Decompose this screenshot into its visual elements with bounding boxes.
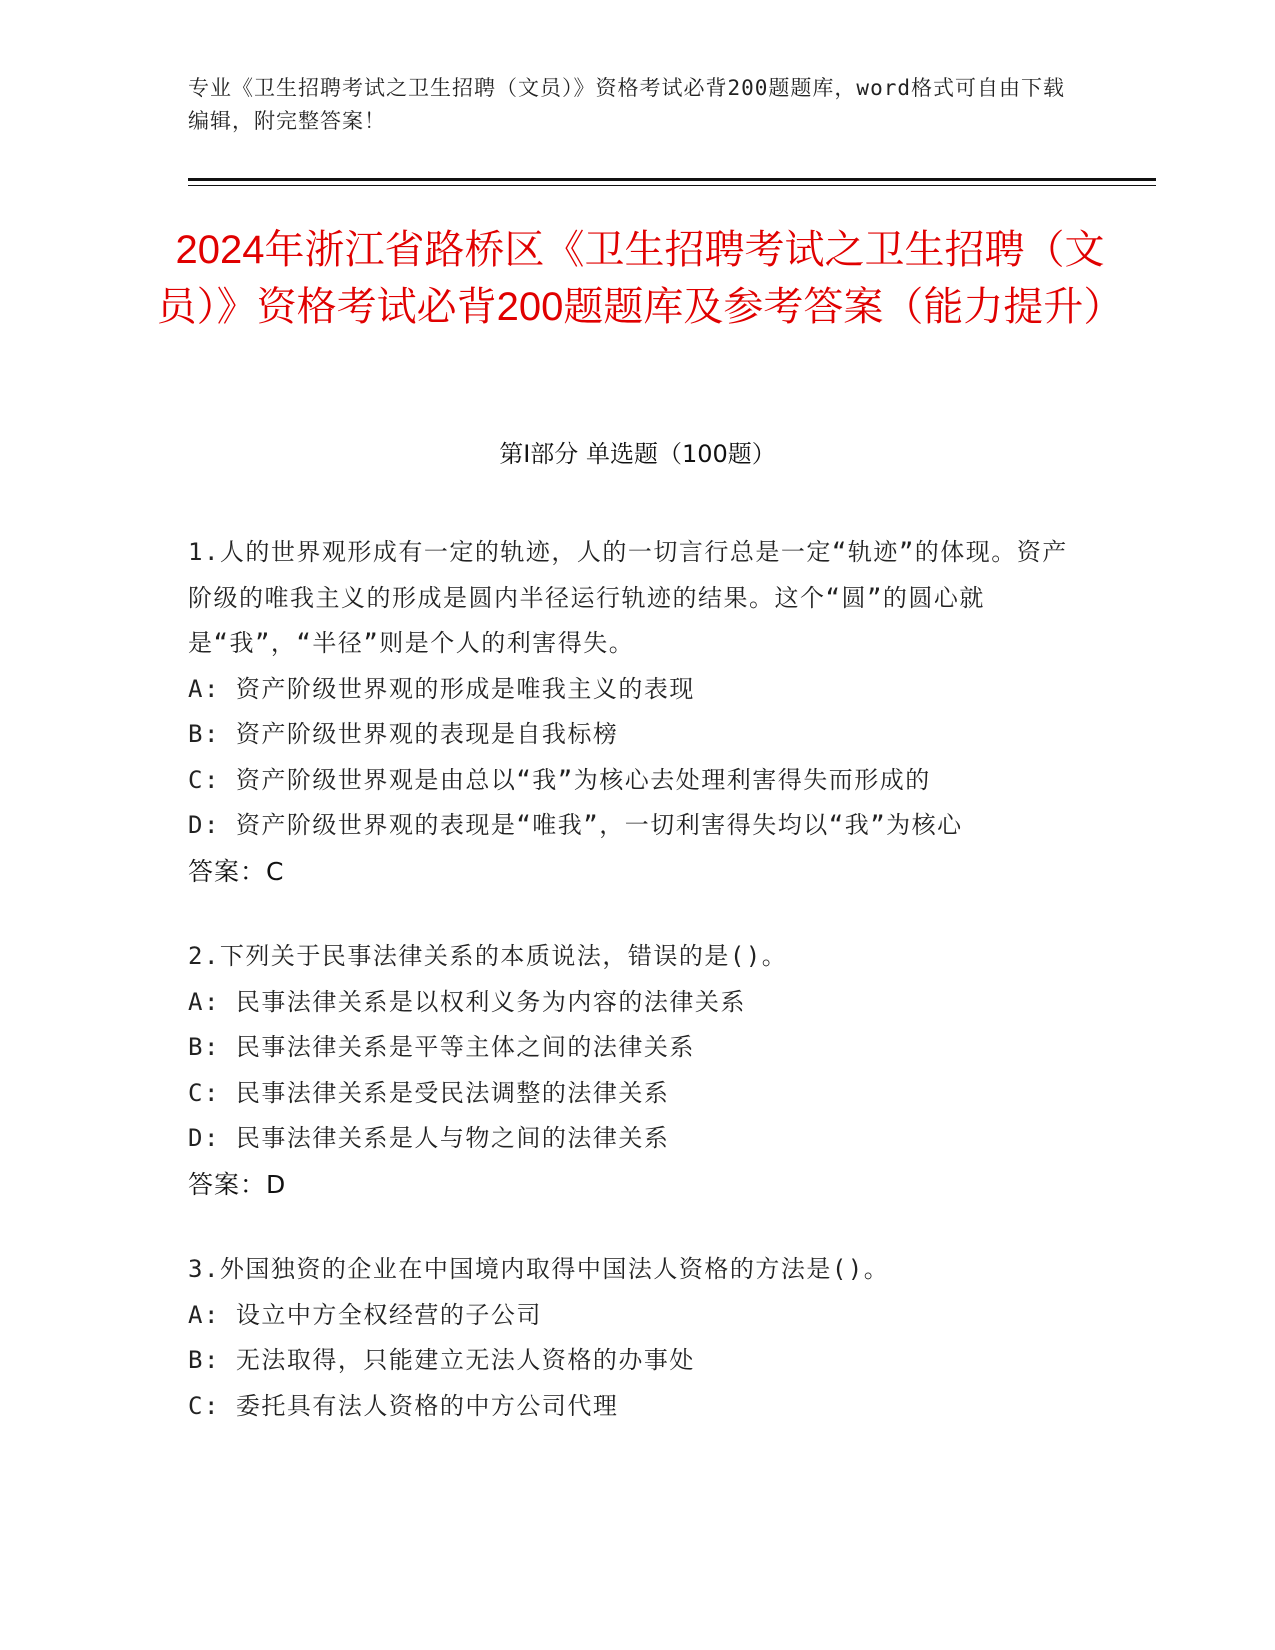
option-d: D: 资产阶级世界观的表现是“唯我”，一切利害得失均以“我”为核心 bbox=[188, 811, 963, 839]
header-divider-thick bbox=[188, 178, 1156, 181]
option-b: B: 民事法律关系是平等主体之间的法律关系 bbox=[188, 1033, 695, 1061]
answer-label: 答案： bbox=[188, 1169, 267, 1199]
option-c: C: 民事法律关系是受民法调整的法律关系 bbox=[188, 1078, 670, 1107]
answer-line bbox=[188, 849, 1088, 895]
question-2 bbox=[188, 934, 1088, 1207]
document-title: 2024年浙江省路桥区《卫生招聘考试之卫生招聘（文员）》资格考试必背200题题库及参考答案（能力提升） bbox=[156, 228, 1124, 329]
answer-value: D bbox=[266, 1169, 286, 1199]
option-d: D: 民事法律关系是人与物之间的法律关系 bbox=[188, 1124, 670, 1152]
question-list bbox=[188, 530, 1088, 1469]
option-c: C: 资产阶级世界观是由总以“我”为核心去处理利害得失而形成的 bbox=[188, 765, 931, 794]
option-a: A: 资产阶级世界观的形成是唯我主义的表现 bbox=[188, 674, 695, 703]
question-3 bbox=[188, 1247, 1088, 1429]
answer-value: C bbox=[266, 856, 284, 886]
question-stem: 3.外国独资的企业在中国境内取得中国法人资格的方法是()。 bbox=[188, 1255, 890, 1283]
option-c: C: 委托具有法人资格的中方公司代理 bbox=[188, 1391, 619, 1420]
option-b: B: 资产阶级世界观的表现是自我标榜 bbox=[188, 720, 619, 748]
answer-line bbox=[188, 1162, 1088, 1208]
option-a: A: 设立中方全权经营的子公司 bbox=[188, 1300, 542, 1329]
question-stem: 2.下列关于民事法律关系的本质说法，错误的是()。 bbox=[188, 942, 788, 970]
question-stem: 1.人的世界观形成有一定的轨迹，人的一切言行总是一定“轨迹”的体现。资产阶级的唯我主义的形成是圆内半径运行轨迹的结果。这个“圆”的圆心就是“我”，“半径”则是个人的利害得失。 bbox=[188, 538, 1068, 657]
header-divider-thin bbox=[188, 185, 1156, 186]
answer-label: 答案： bbox=[188, 856, 267, 886]
option-a: A: 民事法律关系是以权利义务为内容的法律关系 bbox=[188, 987, 746, 1016]
question-1 bbox=[188, 530, 1088, 894]
option-b: B: 无法取得，只能建立无法人资格的办事处 bbox=[188, 1346, 695, 1374]
header-note: 专业《卫生招聘考试之卫生招聘（文员）》资格考试必背200题题库，word格式可自由下载编辑，附完整答案！ bbox=[188, 76, 1065, 133]
section-heading: 第Ⅰ部分 单选题（100题） bbox=[499, 440, 776, 468]
